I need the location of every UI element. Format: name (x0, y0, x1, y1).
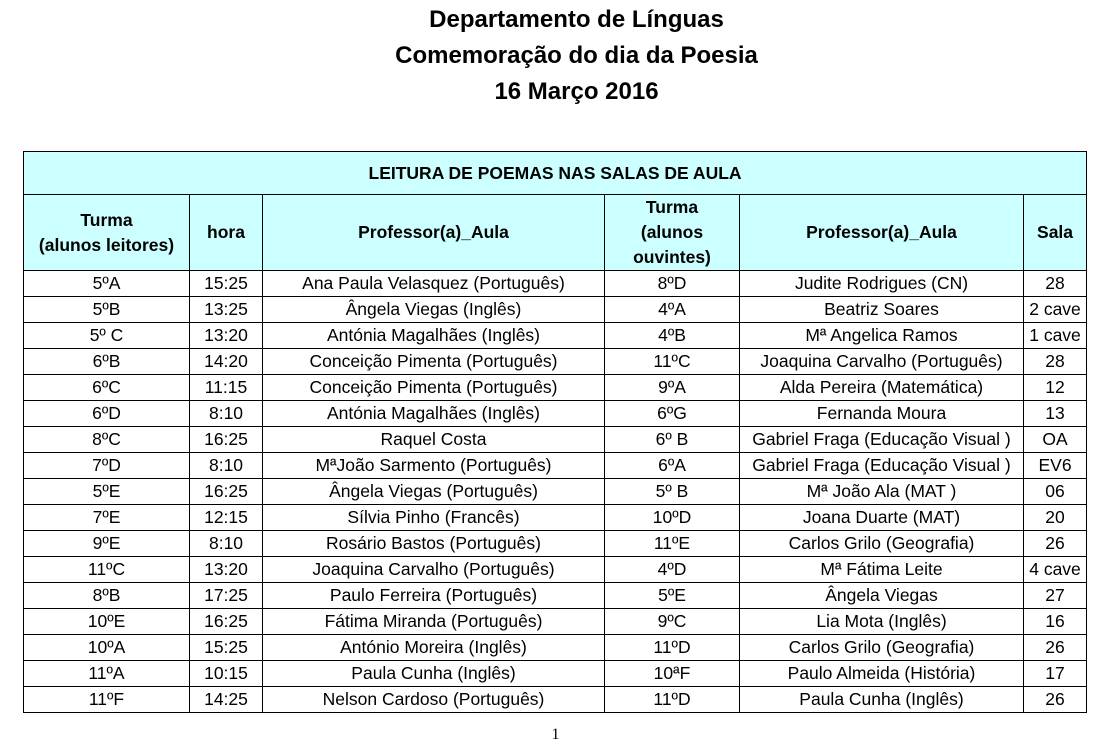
cell-professor-aula-2: Carlos Grilo (Geografia) (740, 531, 1024, 557)
cell-turma-leitores: 7ºE (24, 505, 190, 531)
table-row (24, 375, 1087, 401)
header-professor-aula-2: Professor(a)_Aula (740, 195, 1024, 271)
cell-turma-ouvintes: 10ºD (605, 505, 740, 531)
title-department: Departamento de Línguas (429, 6, 724, 33)
cell-turma-ouvintes: 4ºD (605, 557, 740, 583)
cell-hora: 11:15 (190, 375, 263, 401)
cell-hora: 10:15 (190, 661, 263, 687)
cell-turma-ouvintes: 5ºE (605, 583, 740, 609)
cell-professor-aula-1: Nelson Cardoso (Português) (263, 687, 605, 713)
cell-sala: 13 (1024, 401, 1087, 427)
table-row (24, 505, 1087, 531)
cell-professor-aula-1: Conceição Pimenta (Português) (263, 349, 605, 375)
table-row (24, 271, 1087, 297)
cell-professor-aula-2: Alda Pereira (Matemática) (740, 375, 1024, 401)
cell-turma-leitores: 10ºA (24, 635, 190, 661)
cell-professor-aula-1: Joaquina Carvalho (Português) (263, 557, 605, 583)
table-row (24, 557, 1087, 583)
table-row (24, 401, 1087, 427)
cell-turma-ouvintes: 9ºC (605, 609, 740, 635)
cell-turma-leitores: 10ºE (24, 609, 190, 635)
cell-sala: 20 (1024, 505, 1087, 531)
cell-professor-aula-2: Beatriz Soares (740, 297, 1024, 323)
header-turma-leitores: Turma (alunos leitores) (24, 195, 190, 271)
cell-sala: 28 (1024, 271, 1087, 297)
cell-professor-aula-2: Paulo Almeida (História) (740, 661, 1024, 687)
poems-schedule-table (23, 151, 1087, 713)
cell-professor-aula-1: Sílvia Pinho (Francês) (263, 505, 605, 531)
title-event: Comemoração do dia da Poesia (395, 42, 758, 69)
table-body (24, 271, 1087, 713)
table-row (24, 323, 1087, 349)
cell-hora: 16:25 (190, 479, 263, 505)
cell-hora: 8:10 (190, 401, 263, 427)
cell-hora: 8:10 (190, 531, 263, 557)
cell-sala: 1 cave (1024, 323, 1087, 349)
cell-professor-aula-1: Raquel Costa (263, 427, 605, 453)
header-professor-aula-1: Professor(a)_Aula (263, 195, 605, 271)
cell-turma-leitores: 6ºD (24, 401, 190, 427)
table-row (24, 531, 1087, 557)
cell-professor-aula-1: Ângela Viegas (Português) (263, 479, 605, 505)
cell-professor-aula-2: Lia Mota (Inglês) (740, 609, 1024, 635)
cell-hora: 15:25 (190, 271, 263, 297)
cell-hora: 16:25 (190, 609, 263, 635)
table-row (24, 349, 1087, 375)
table-row (24, 479, 1087, 505)
cell-sala: 16 (1024, 609, 1087, 635)
cell-turma-ouvintes: 6ºA (605, 453, 740, 479)
cell-turma-ouvintes: 11ºD (605, 635, 740, 661)
header-sala: Sala (1024, 195, 1087, 271)
cell-professor-aula-1: Fátima Miranda (Português) (263, 609, 605, 635)
cell-professor-aula-1: António Moreira (Inglês) (263, 635, 605, 661)
cell-turma-leitores: 11ºC (24, 557, 190, 583)
cell-hora: 13:25 (190, 297, 263, 323)
cell-professor-aula-1: MªJoão Sarmento (Português) (263, 453, 605, 479)
cell-professor-aula-2: Fernanda Moura (740, 401, 1024, 427)
cell-hora: 15:25 (190, 635, 263, 661)
cell-turma-ouvintes: 11ºD (605, 687, 740, 713)
cell-turma-leitores: 9ºE (24, 531, 190, 557)
cell-turma-leitores: 5º C (24, 323, 190, 349)
cell-professor-aula-2: Mª João Ala (MAT ) (740, 479, 1024, 505)
cell-professor-aula-2: Mª Angelica Ramos (740, 323, 1024, 349)
cell-professor-aula-2: Gabriel Fraga (Educação Visual ) (740, 427, 1024, 453)
cell-sala: OA (1024, 427, 1087, 453)
table-row (24, 427, 1087, 453)
table-caption: LEITURA DE POEMAS NAS SALAS DE AULA (24, 152, 1087, 195)
table-header-row (24, 195, 1087, 271)
cell-turma-leitores: 5ºA (24, 271, 190, 297)
page-number: 1 (551, 726, 560, 743)
cell-professor-aula-2: Gabriel Fraga (Educação Visual ) (740, 453, 1024, 479)
cell-professor-aula-2: Paula Cunha (Inglês) (740, 687, 1024, 713)
cell-professor-aula-2: Ângela Viegas (740, 583, 1024, 609)
cell-sala: 27 (1024, 583, 1087, 609)
cell-turma-leitores: 11ºF (24, 687, 190, 713)
cell-turma-leitores: 8ºB (24, 583, 190, 609)
cell-professor-aula-1: Rosário Bastos (Português) (263, 531, 605, 557)
cell-turma-ouvintes: 4ºA (605, 297, 740, 323)
cell-turma-leitores: 5ºE (24, 479, 190, 505)
cell-professor-aula-2: Joana Duarte (MAT) (740, 505, 1024, 531)
cell-sala: 26 (1024, 687, 1087, 713)
cell-professor-aula-2: Mª Fátima Leite (740, 557, 1024, 583)
cell-turma-leitores: 6ºB (24, 349, 190, 375)
cell-professor-aula-1: Antónia Magalhães (Inglês) (263, 323, 605, 349)
cell-turma-ouvintes: 9ºA (605, 375, 740, 401)
table-row (24, 453, 1087, 479)
header-turma-ouvintes: Turma (alunos ouvintes) (605, 195, 740, 271)
cell-sala: 4 cave (1024, 557, 1087, 583)
cell-turma-leitores: 11ºA (24, 661, 190, 687)
cell-turma-ouvintes: 5º B (605, 479, 740, 505)
cell-sala: 17 (1024, 661, 1087, 687)
cell-sala: 12 (1024, 375, 1087, 401)
cell-hora: 12:15 (190, 505, 263, 531)
cell-turma-leitores: 5ºB (24, 297, 190, 323)
header-hora: hora (190, 195, 263, 271)
cell-turma-ouvintes: 11ºE (605, 531, 740, 557)
cell-turma-leitores: 8ºC (24, 427, 190, 453)
cell-professor-aula-1: Conceição Pimenta (Português) (263, 375, 605, 401)
cell-turma-ouvintes: 6ºG (605, 401, 740, 427)
title-date: 16 Março 2016 (494, 78, 659, 105)
cell-professor-aula-1: Antónia Magalhães (Inglês) (263, 401, 605, 427)
cell-hora: 14:20 (190, 349, 263, 375)
table-row (24, 583, 1087, 609)
table-row (24, 609, 1087, 635)
cell-hora: 17:25 (190, 583, 263, 609)
cell-professor-aula-1: Ângela Viegas (Inglês) (263, 297, 605, 323)
cell-professor-aula-1: Ana Paula Velasquez (Português) (263, 271, 605, 297)
cell-turma-ouvintes: 4ºB (605, 323, 740, 349)
cell-turma-ouvintes: 10ªF (605, 661, 740, 687)
cell-sala: 2 cave (1024, 297, 1087, 323)
cell-turma-ouvintes: 11ºC (605, 349, 740, 375)
cell-sala: 26 (1024, 635, 1087, 661)
document-title (0, 2, 1111, 110)
cell-hora: 16:25 (190, 427, 263, 453)
cell-professor-aula-2: Judite Rodrigues (CN) (740, 271, 1024, 297)
cell-sala: 06 (1024, 479, 1087, 505)
cell-hora: 8:10 (190, 453, 263, 479)
cell-hora: 14:25 (190, 687, 263, 713)
table-caption-row (24, 152, 1087, 195)
cell-sala: 28 (1024, 349, 1087, 375)
table-row (24, 661, 1087, 687)
cell-professor-aula-2: Joaquina Carvalho (Português) (740, 349, 1024, 375)
cell-professor-aula-1: Paulo Ferreira (Português) (263, 583, 605, 609)
cell-hora: 13:20 (190, 323, 263, 349)
table-row (24, 687, 1087, 713)
cell-sala: 26 (1024, 531, 1087, 557)
table-row (24, 297, 1087, 323)
cell-turma-leitores: 6ºC (24, 375, 190, 401)
cell-professor-aula-1: Paula Cunha (Inglês) (263, 661, 605, 687)
cell-sala: EV6 (1024, 453, 1087, 479)
cell-hora: 13:20 (190, 557, 263, 583)
cell-turma-ouvintes: 8ºD (605, 271, 740, 297)
cell-professor-aula-2: Carlos Grilo (Geografia) (740, 635, 1024, 661)
cell-turma-ouvintes: 6º B (605, 427, 740, 453)
cell-turma-leitores: 7ºD (24, 453, 190, 479)
table-row (24, 635, 1087, 661)
